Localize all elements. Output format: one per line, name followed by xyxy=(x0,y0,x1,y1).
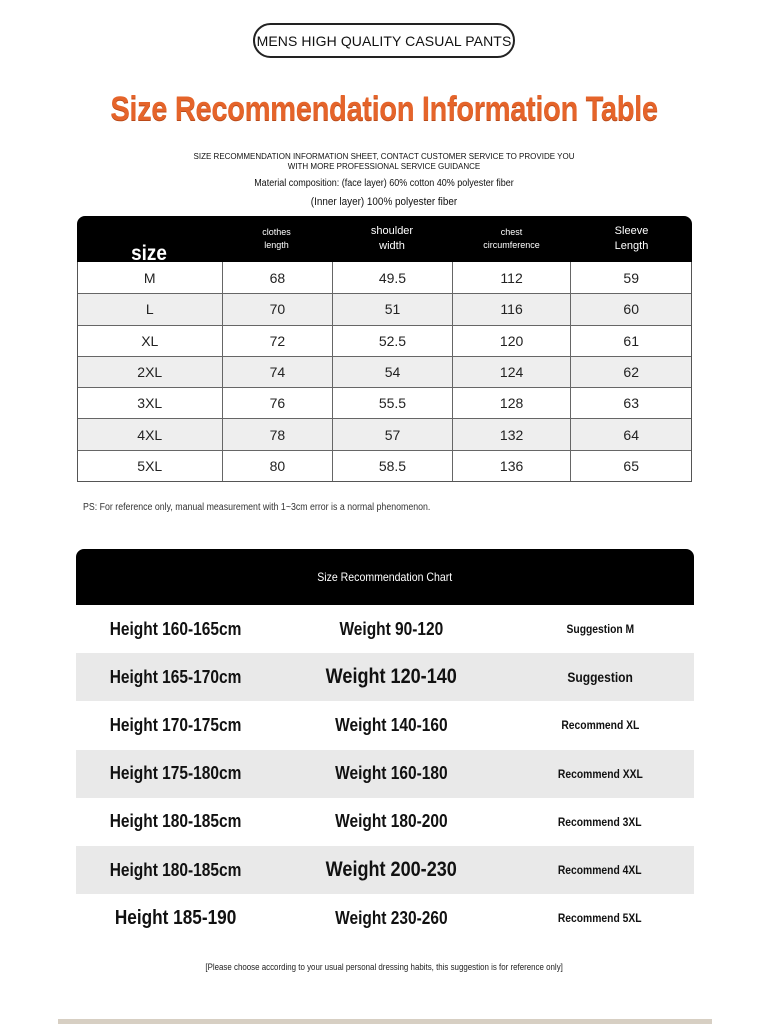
subtitle-line-1: SIZE RECOMMENDATION INFORMATION SHEET, CONTACT CUSTOMER SERVICE TO PROVIDE YOU xyxy=(193,152,575,161)
cell-length: 80 xyxy=(222,451,333,481)
footer-note xyxy=(0,962,768,972)
header-clothes-length xyxy=(221,216,332,262)
list-item xyxy=(76,894,694,942)
header-chest-line2: circumference xyxy=(483,240,540,250)
height-range: Height 170-175cm xyxy=(110,714,242,735)
cell-sleeve: 63 xyxy=(570,388,691,418)
cell-size: XL xyxy=(141,332,159,349)
cell-size: L xyxy=(145,301,154,318)
cell-length: 72 xyxy=(222,326,333,356)
cell-sleeve: 65 xyxy=(570,451,691,481)
cell-sleeve: 64 xyxy=(570,419,691,449)
cell-shoulder: 52.5 xyxy=(332,326,452,356)
cell-chest: 124 xyxy=(452,357,571,387)
cell-size: M xyxy=(143,269,156,286)
height-range: Height 180-185cm xyxy=(110,811,242,832)
cell-chest: 128 xyxy=(452,388,571,418)
table-row xyxy=(78,262,691,293)
cell-chest: 132 xyxy=(452,419,571,449)
header-sleeve-line2: Length xyxy=(614,240,649,252)
cell-shoulder: 49.5 xyxy=(332,262,452,293)
product-title-pill xyxy=(253,23,515,58)
weight-range: Weight 230-260 xyxy=(334,907,448,928)
product-title-text: MENS HIGH QUALITY CASUAL PANTS xyxy=(256,32,512,49)
list-item xyxy=(76,798,694,846)
cell-shoulder: 57 xyxy=(332,419,452,449)
subtitle-line-2: WITH MORE PROFESSIONAL SERVICE GUIDANCE xyxy=(287,162,481,171)
height-range: Height 165-170cm xyxy=(110,666,242,687)
cell-length: 78 xyxy=(222,419,333,449)
table-row xyxy=(78,325,691,356)
ps-note: PS: For reference only, manual measurement with 1~3cm error is a normal phenomenon. xyxy=(83,502,431,513)
cell-size: 5XL xyxy=(137,457,163,474)
height-range: Height 185-190 xyxy=(115,906,237,929)
cell-shoulder: 55.5 xyxy=(332,388,452,418)
bottom-divider xyxy=(58,1019,712,1024)
header-sleeve-length xyxy=(571,216,692,262)
page-title: Size Recommendation Information Table xyxy=(110,90,658,128)
cell-size: 4XL xyxy=(137,426,163,443)
cell-chest: 136 xyxy=(452,451,571,481)
recommendation-title: Size Recommendation Chart xyxy=(317,570,453,584)
cell-size: 3XL xyxy=(137,395,163,412)
list-item xyxy=(76,846,694,894)
cell-sleeve: 62 xyxy=(570,357,691,387)
size-suggestion: Suggestion xyxy=(567,669,633,686)
header-shoulder-width xyxy=(332,216,452,262)
height-range: Height 175-180cm xyxy=(110,763,242,784)
table-row xyxy=(78,418,691,449)
cell-chest: 120 xyxy=(452,326,571,356)
size-suggestion: Recommend 4XL xyxy=(558,863,642,878)
recommendation-header xyxy=(76,549,694,605)
weight-range: Weight 140-160 xyxy=(334,714,448,735)
size-suggestion: Recommend 3XL xyxy=(558,814,642,829)
size-table-body xyxy=(77,262,692,482)
cell-length: 68 xyxy=(222,262,333,293)
header-size: size xyxy=(131,242,167,265)
header-shoulder-width-line2: width xyxy=(379,240,405,252)
list-item xyxy=(76,653,694,701)
cell-shoulder: 58.5 xyxy=(332,451,452,481)
cell-sleeve: 60 xyxy=(570,294,691,324)
size-table xyxy=(77,216,692,482)
cell-chest: 112 xyxy=(452,262,571,293)
table-row xyxy=(78,356,691,387)
weight-range: Weight 160-180 xyxy=(334,763,448,784)
header-chest-line1: chest xyxy=(500,227,523,237)
table-row xyxy=(78,387,691,418)
cell-size: 2XL xyxy=(137,364,163,381)
cell-length: 74 xyxy=(222,357,333,387)
recommendation-list xyxy=(76,605,694,942)
weight-range: Weight 180-200 xyxy=(334,811,448,832)
size-suggestion: Recommend XL xyxy=(561,718,639,733)
cell-shoulder: 54 xyxy=(332,357,452,387)
height-range: Height 160-165cm xyxy=(110,618,242,639)
size-suggestion: Recommend XXL xyxy=(557,766,643,781)
size-suggestion: Suggestion M xyxy=(566,622,634,637)
header-clothes-length-line2: length xyxy=(264,240,289,250)
inner-layer-composition: (Inner layer) 100% polyester fiber xyxy=(310,196,458,208)
cell-length: 70 xyxy=(222,294,333,324)
header-chest xyxy=(452,216,571,262)
table-row xyxy=(78,450,691,481)
size-suggestion: Recommend 5XL xyxy=(558,911,642,926)
cell-shoulder: 51 xyxy=(332,294,452,324)
header-clothes-length-line1: clothes xyxy=(262,227,291,237)
weight-range: Weight 120-140 xyxy=(325,665,457,689)
table-row xyxy=(78,293,691,324)
cell-chest: 116 xyxy=(452,294,571,324)
subtitle xyxy=(0,152,768,172)
cell-sleeve: 59 xyxy=(570,262,691,293)
weight-range: Weight 200-230 xyxy=(325,858,457,882)
header-shoulder-width-line1: shoulder xyxy=(370,225,414,237)
footer-note-text: [Please choose according to your usual personal dressing habits, this suggestion is for reference only] xyxy=(205,962,563,972)
weight-range: Weight 90-120 xyxy=(339,618,443,639)
material-composition: Material composition: (face layer) 60% cotton 40% polyester fiber xyxy=(254,178,514,189)
header-sleeve-line1: Sleeve xyxy=(614,225,649,237)
list-item xyxy=(76,701,694,749)
cell-sleeve: 61 xyxy=(570,326,691,356)
list-item xyxy=(76,750,694,798)
list-item xyxy=(76,605,694,653)
height-range: Height 180-185cm xyxy=(110,859,242,880)
cell-length: 76 xyxy=(222,388,333,418)
size-table-header xyxy=(77,216,692,265)
